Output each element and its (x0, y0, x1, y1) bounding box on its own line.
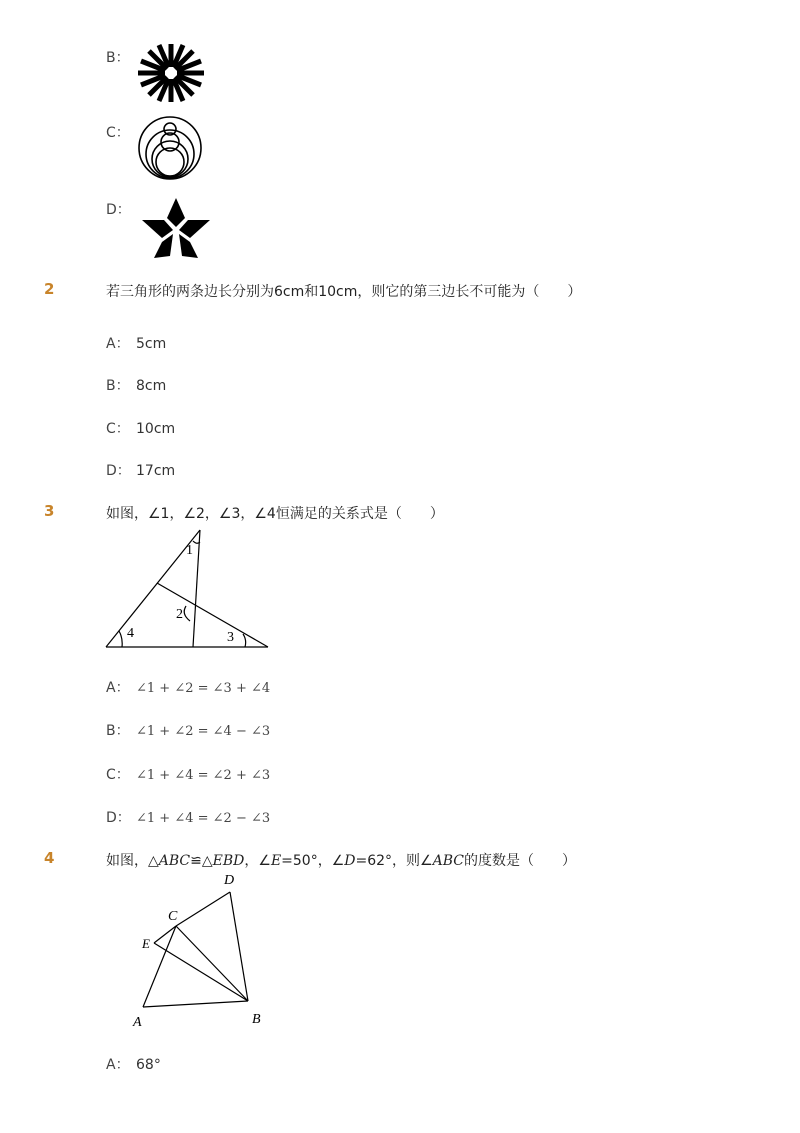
q2-option-a[interactable] (106, 333, 166, 353)
option-label: B： (106, 378, 130, 394)
option-value: 5cm (136, 336, 167, 352)
point-label-b: B (252, 1012, 261, 1027)
option-label: C： (106, 421, 130, 437)
option-label: D： (106, 810, 131, 826)
angle-label-1: 1 (186, 543, 193, 558)
q4-congruent-symbol: ≌ (190, 853, 202, 869)
option-value: ∠1 + ∠2 = ∠4 − ∠3 (136, 724, 271, 739)
q4-text-mid1: ，∠ (244, 853, 271, 869)
q3-option-b[interactable] (106, 720, 270, 740)
point-label-a: A (133, 1015, 142, 1030)
point-label-d: D (224, 873, 235, 888)
angle-label-4: 4 (127, 626, 134, 641)
q4-triangle-abc: △ABC (148, 853, 191, 869)
option-label: B： (106, 723, 130, 739)
question-text: 如图，∠1，∠2，∠3，∠4恒满足的关系式是（ ） (106, 506, 444, 522)
radial-burst-icon (136, 42, 206, 104)
q3-option-c[interactable] (106, 764, 270, 784)
q1-option-c[interactable] (106, 122, 136, 142)
option-label: C： (106, 767, 130, 783)
q4-angle-d: D (344, 853, 356, 869)
q2-option-d[interactable] (106, 460, 175, 480)
q4-angle-abc: ABC (432, 853, 464, 869)
question-number: 3 (44, 502, 55, 520)
option-label: D： (106, 463, 131, 479)
point-label-c: C (168, 909, 178, 924)
q1-option-b[interactable] (106, 47, 136, 67)
option-label: D： (106, 202, 131, 218)
q4-text-mid3: =62°，则∠ (355, 853, 433, 869)
q4-text-suffix: 的度数是（ ） (464, 853, 576, 869)
q4-triangle-ebd: △EBD (201, 853, 245, 869)
q1-option-d[interactable] (106, 199, 136, 219)
angle-label-2: 2 (176, 607, 183, 622)
option-value: ∠1 + ∠2 = ∠3 + ∠4 (136, 681, 271, 696)
q3-option-a[interactable] (106, 677, 270, 697)
option-value: 17cm (136, 463, 176, 479)
q4-angle-e: E (270, 853, 282, 869)
option-value: ∠1 + ∠4 = ∠2 − ∠3 (136, 811, 271, 826)
option-value: ∠1 + ∠4 = ∠2 + ∠3 (136, 768, 271, 783)
angle-label-3: 3 (227, 630, 234, 645)
angle-figure (100, 524, 275, 654)
nested-circles-icon (136, 115, 204, 181)
point-label-e: E (142, 936, 150, 951)
q4-text-prefix: 如图， (106, 853, 148, 869)
q2-option-c[interactable] (106, 418, 175, 438)
option-value: 8cm (136, 378, 167, 394)
option-value: 68° (136, 1057, 161, 1073)
option-label: A： (106, 1057, 130, 1073)
question-number: 4 (44, 849, 55, 867)
pentagon-star-icon (138, 194, 214, 260)
option-label: B： (106, 50, 130, 66)
q2-option-b[interactable] (106, 375, 166, 395)
question-text: 若三角形的两条边长分别为6cm和10cm，则它的第三边长不可能为（ ） (106, 284, 582, 300)
q4-text-mid2: =50°，∠ (281, 853, 345, 869)
option-label: A： (106, 680, 130, 696)
question-text (106, 850, 576, 870)
congruent-triangles-figure (128, 868, 268, 1033)
question-number: 2 (44, 280, 55, 298)
q4-option-a[interactable] (106, 1054, 161, 1074)
option-label: C： (106, 125, 130, 141)
option-value: 10cm (136, 421, 176, 437)
option-label: A： (106, 336, 130, 352)
q3-option-d[interactable] (106, 807, 270, 827)
